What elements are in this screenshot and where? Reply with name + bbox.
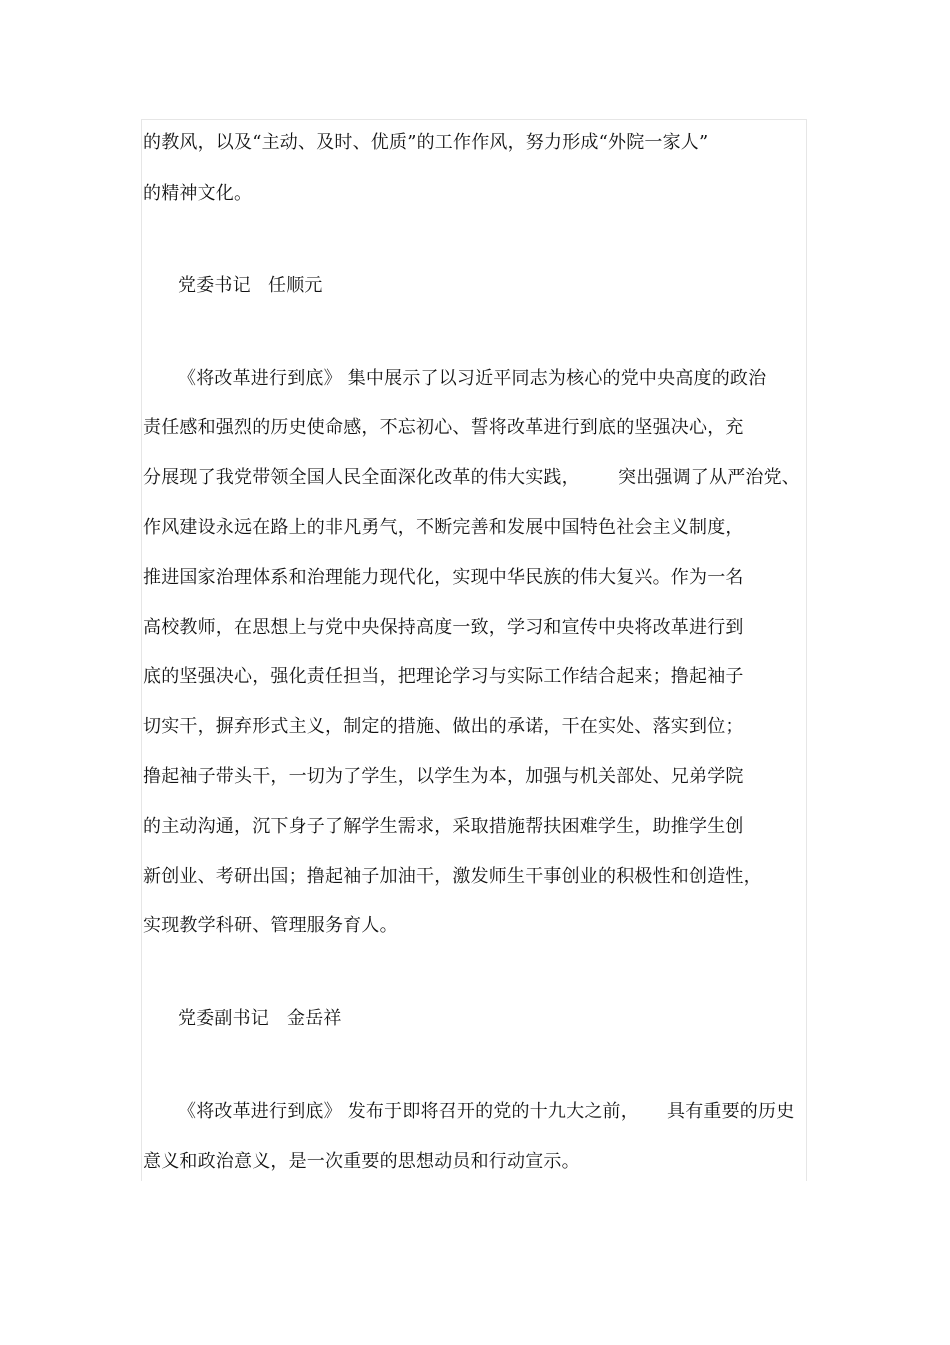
paragraph-line: 撸起袖子带头干，一切为了学生，以学生为本，加强与机关部处、兄弟学院 [143,766,744,787]
speaker-name: 任顺元 [268,275,323,296]
paragraph-line: 推进国家治理体系和治理能力现代化，实现中华民族的伟大复兴。作为一名 [143,567,744,588]
paragraph-line: 责任感和强烈的历史使命感，不忘初心、誓将改革进行到底的坚强决心，充 [143,417,744,438]
paragraph-line: 意义和政治意义，是一次重要的思想动员和行动宣示。 [143,1151,580,1172]
paragraph-line: 突出强调了从严治党、 [618,467,800,488]
intro-line: 的教风，以及“主动、及时、优质”的工作作风，努力形成“外院一家人” [143,132,709,153]
speaker-name: 金岳祥 [287,1008,342,1029]
paragraph-line: 切实干，摒弃形式主义，制定的措施、做出的承诺，干在实处、落实到位； [143,716,744,737]
paragraph-line: 的主动沟通，沉下身子了解学生需求，采取措施帮扶困难学生，助推学生创 [143,816,744,837]
paragraph-line: 作风建设永远在路上的非凡勇气，不断完善和发展中国特色社会主义制度， [143,517,744,538]
paragraph-line: 分展现了我党带领全国人民全面深化改革的伟大实践， [143,467,580,488]
paragraph-line: 《将改革进行到底》 集中展示了以习近平同志为核心的党中央高度的政治 [178,368,767,389]
paragraph-line: 高校教师，在思想上与党中央保持高度一致，学习和宣传中央将改革进行到 [143,617,744,638]
speaker-title: 党委副书记 [178,1008,269,1029]
paragraph-line: 《将改革进行到底》 发布于即将召开的党的十九大之前， [178,1101,639,1122]
intro-line: 的精神文化。 [143,183,253,204]
speaker-title: 党委书记 [178,275,251,296]
paragraph-line: 实现教学科研、管理服务育人。 [143,915,398,936]
paragraph-line: 底的坚强决心，强化责任担当，把理论学习与实际工作结合起来；撸起袖子 [143,666,744,687]
paragraph-line: 新创业、考研出国；撸起袖子加油干，激发师生干事创业的积极性和创造性， [143,866,762,887]
paragraph-line: 具有重要的历史 [667,1101,795,1122]
